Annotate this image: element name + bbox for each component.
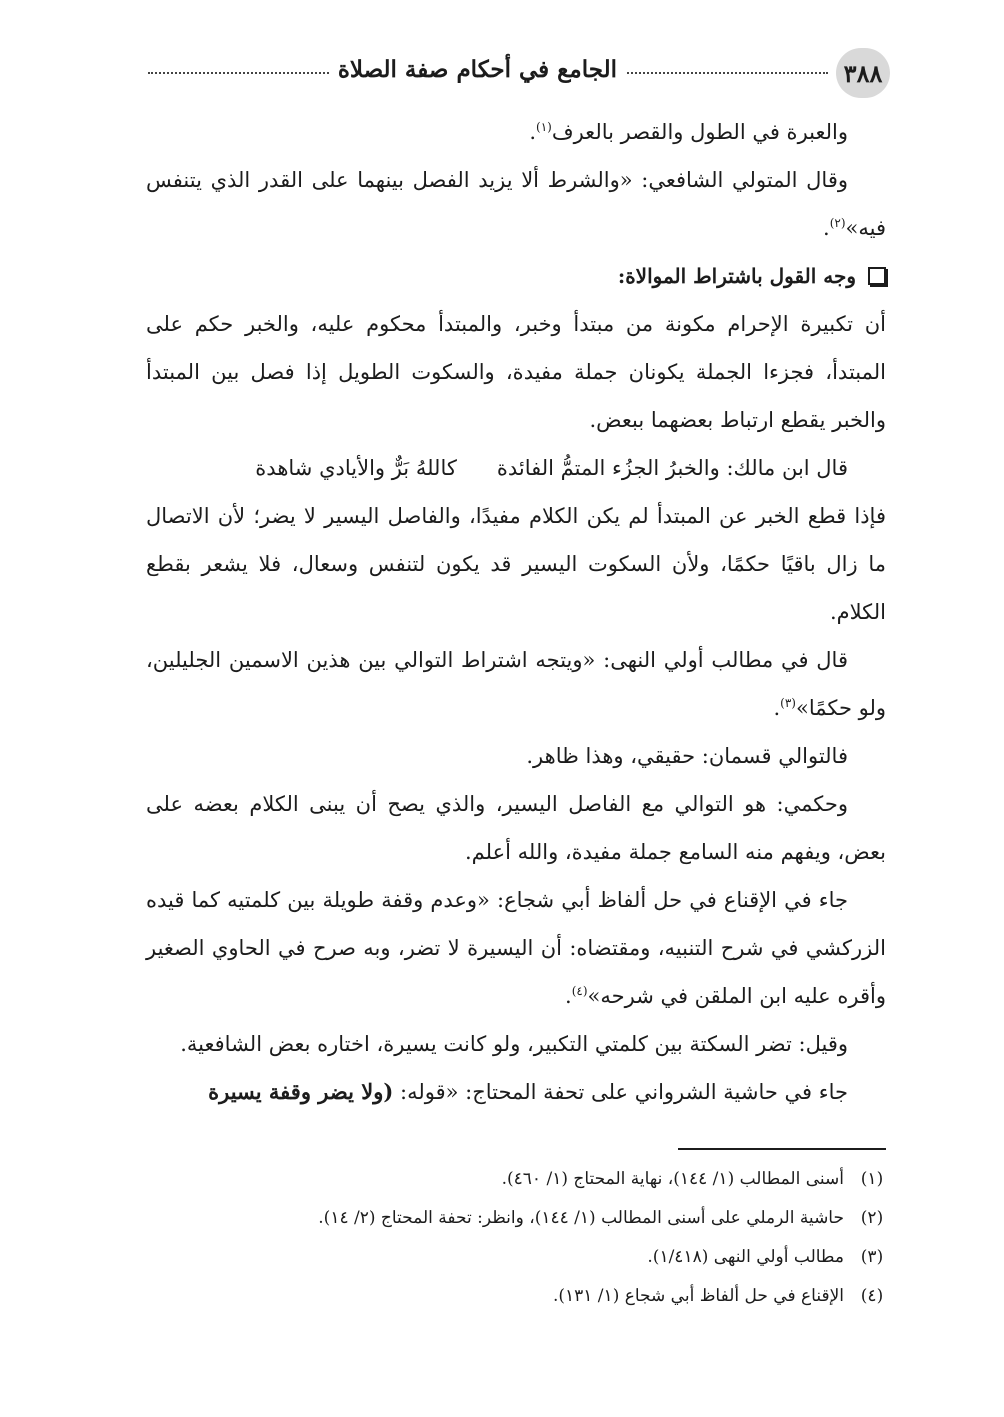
footnotes xyxy=(146,1160,886,1316)
footnote-text: أسنى المطالب (١/ ١٤٤)، نهاية المحتاج (١/ ٤٦٠). xyxy=(501,1169,844,1189)
bold-quote: (ولا يضر وقفة يسيرة xyxy=(208,1079,394,1104)
paragraph xyxy=(146,492,886,636)
footnote-text: الإقناع في حل ألفاظ أبي شجاع (١/ ١٣١). xyxy=(552,1286,844,1306)
paragraph xyxy=(146,636,886,732)
paragraph xyxy=(146,732,886,780)
poetry-verse xyxy=(146,444,886,492)
footnote-text: حاشية الرملي على أسنى المطالب (١/ ١٤٤)، وانظر: تحفة المحتاج (٢/ ١٤). xyxy=(318,1208,844,1228)
book-title: الجامع في أحكام صفة الصلاة xyxy=(330,56,625,83)
footnote xyxy=(146,1199,886,1238)
paragraph-text: جاء في الإقناع في حل ألفاظ أبي شجاع: «وعدم وقفة طويلة بين كلمتيه كما قيده الزركشي في شرح التنبيه، ومقتضاه: أن اليسيرة لا تضر، وبه صرح في الحاوي الصغير وأقره عليه ابن الملقن في شرحه» xyxy=(146,888,886,1008)
section-heading xyxy=(146,252,886,300)
punctuation: . xyxy=(565,984,572,1008)
running-header xyxy=(140,48,890,98)
page-number-badge: ٣٨٨ xyxy=(836,48,890,98)
paragraph xyxy=(146,780,886,876)
punctuation: . xyxy=(529,120,536,144)
paragraph-text: وقيل: تضر السكتة بين كلمتي التكبير، ولو كانت يسيرة، اختاره بعض الشافعية. xyxy=(180,1032,848,1056)
paragraph-text: أن تكبيرة الإحرام مكونة من مبتدأ وخبر، والمبتدأ محكوم عليه، والخبر حكم على المبتدأ، فجزءا الجملة يكونان جملة مفيدة، والسكوت الطويل إذا فصل بين المبتدأ والخبر يقطع ارتباط بعضهما ببعض. xyxy=(146,312,886,432)
paragraph xyxy=(146,108,886,156)
footnote-text: مطالب أولي النهى (١/٤١٨). xyxy=(647,1247,844,1267)
footnote xyxy=(146,1238,886,1277)
checkbox-icon xyxy=(868,267,886,285)
footnote-ref: (٤) xyxy=(571,984,588,998)
footnote-number: (٤) xyxy=(860,1286,884,1306)
footnote-number: (٣) xyxy=(860,1247,884,1267)
main-text xyxy=(146,108,886,1116)
paragraph xyxy=(146,300,886,444)
footnote xyxy=(146,1160,886,1199)
footnote xyxy=(146,1277,886,1316)
footnote-ref: (١) xyxy=(536,120,552,134)
paragraph xyxy=(146,1020,886,1068)
paragraph-text: وقال المتولي الشافعي: «والشرط ألا يزيد الفصل بينهما على القدر الذي يتنفس فيه» xyxy=(146,168,886,240)
verse-second-hemistich: كاللهُ بَرٌّ والأيادي شاهدة xyxy=(255,456,457,480)
footnote-ref: (٢) xyxy=(829,216,846,230)
punctuation: . xyxy=(773,696,781,720)
paragraph xyxy=(146,156,886,252)
footnote-number: (٢) xyxy=(860,1208,884,1228)
paragraph-text: فالتوالي قسمان: حقيقي، وهذا ظاهر. xyxy=(526,744,848,768)
paragraph-text: جاء في حاشية الشرواني على تحفة المحتاج: «قوله: xyxy=(393,1080,848,1104)
paragraph xyxy=(146,1068,886,1116)
footnote-number: (١) xyxy=(860,1169,884,1189)
paragraph xyxy=(146,876,886,1020)
footnote-ref: (٣) xyxy=(780,696,796,710)
footnote-separator xyxy=(678,1148,886,1150)
verse-first-hemistich: قال ابن مالك: والخبرُ الجزُء المتمُّ الفائدة xyxy=(496,456,848,480)
punctuation: . xyxy=(823,216,830,240)
paragraph-text: فإذا قطع الخبر عن المبتدأ لم يكن الكلام مفيدًا، والفاصل اليسير لا يضر؛ لأن الاتصال ما زال باقيًا حكمًا، ولأن السكوت اليسير قد يكون لتنفس وسعال، فلا يشعر بقطع الكلام. xyxy=(146,504,886,624)
paragraph-text: والعبرة في الطول والقصر بالعرف xyxy=(551,120,848,144)
paragraph-text: قال في مطالب أولي النهى: «ويتجه اشتراط التوالي بين هذين الاسمين الجليلين، ولو حكمًا» xyxy=(146,648,886,720)
paragraph-text: وحكمي: هو التوالي مع الفاصل اليسير، والذي يصح أن يبنى الكلام بعضه على بعض، ويفهم منه السامع جملة مفيدة، والله أعلم. xyxy=(146,792,886,864)
section-heading-text: وجه القول باشتراط الموالاة: xyxy=(617,264,856,288)
